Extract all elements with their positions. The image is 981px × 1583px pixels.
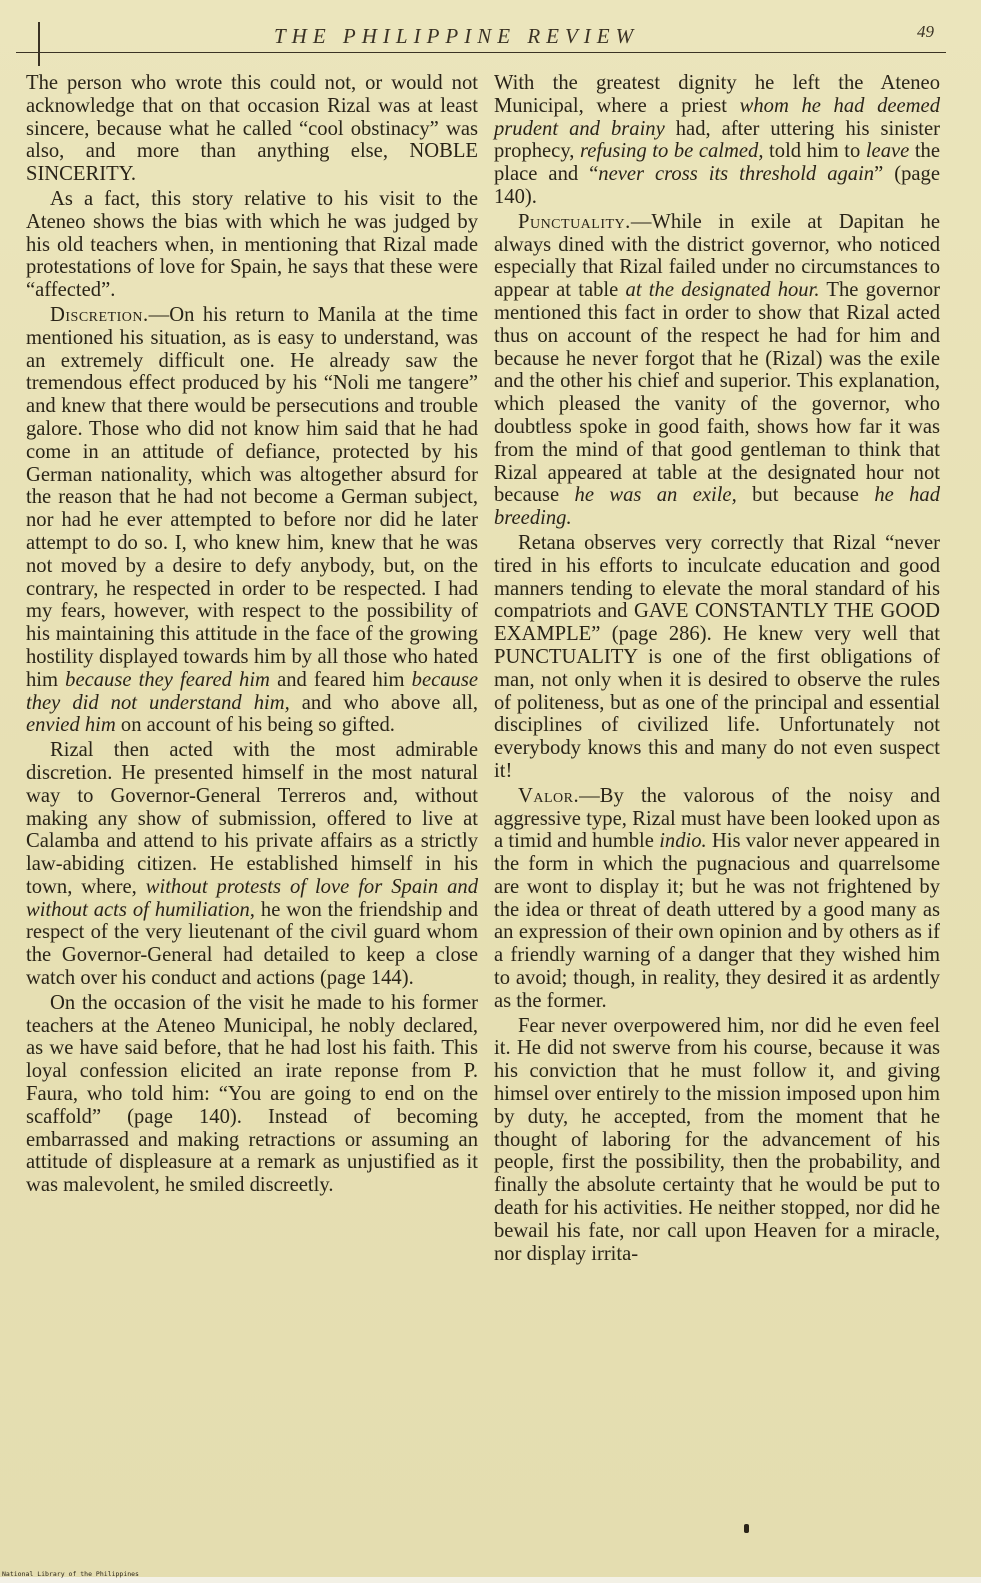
emphasis: never cross its threshold again: [598, 163, 875, 186]
paragraph: On the occasion of the visit he made to his former teachers at the Ateneo Municipal, he nobly declared, as we have said before, that he had lost his faith. This loyal confession elicited an irate reponse from P. Faura, who told him: “You are going to end on the scaffold” (page 140). Instead of becoming embarrassed and making retractions or assuming an attitude of displeasure at a remark as unjustified as it was malevolent, he smiled discreetly.: [26, 991, 478, 1197]
margin-rule: [38, 22, 40, 66]
text-run: —While in exile at Dapitan he always dined with the district governor, who noticed especially that Rizal failed under no circumstances to appear at table: [494, 210, 940, 302]
section-heading: Punctuality.: [518, 210, 631, 233]
emphasis: at the designated hour.: [625, 279, 820, 302]
page-number: 49: [917, 22, 934, 41]
text-run: ” (page 140).: [494, 163, 940, 208]
emphasis: because they did not understand him,: [26, 668, 478, 714]
emphasis: envied him: [26, 714, 116, 737]
emphasis: without protests of love for Spain and without acts of humiliation,: [26, 875, 478, 921]
text-run: the place and “: [494, 140, 940, 186]
emphasis: because they feared him: [65, 668, 270, 691]
emphasis: whom he had deemed prudent and brainy: [494, 94, 940, 140]
text-run: —By the valorous of the noisy and aggressive type, Rizal must have been looked upon as a timid and humble: [494, 784, 940, 853]
paragraph: The person who wrote this could not, or would not acknowledge that on that occasion Rizal was at least sincere, because what he called “cool obstinacy” was also, and more than anything else, NOBLE SINCERITY.: [26, 72, 478, 186]
text-run: he won the friendship and respect of the very lieutenant of the civil guard whom the Governor-General had detailed to keep a close watch over his conduct and actions (page 144).: [26, 898, 478, 990]
paragraph: Fear never overpowered him, nor did he even feel it. He did not swerve from his course, because it was his conviction that he must follow it, and giving himsel over entirely to the mission imposed upon him by duty, he accepted, from the moment that he thought of laboring for the advancement of his people, first the possibility, then the probability, and finally the absolute certainty that he would be put to death for his activities. He neither stopped, nor did he bewail his fate, nor call upon Heaven for a miracle, nor display irrita-: [494, 1014, 940, 1265]
paragraph-punctuality: [494, 211, 940, 530]
journal-title: THE PHILIPPINE REVIEW: [274, 24, 640, 48]
text-run: The governor mentioned this fact in order to show that Rizal acted thus on account of the respect he had for him and because he never forgot that he (Rizal) was the exile and the other his chief and superior. This explanation, which pleased the vanity of the governor, who doubtless spoke in good faith, shows how far it was from the mind of that good gentleman to think that Rizal appeared at table at the designated hour not because: [494, 279, 940, 507]
text-run: Rizal then acted with the most admirable discretion. He presented himself in the most natural way to Governor-General Terreros and, without making any show of submission, offered to live at Calamba and attend to his private affairs as a strictly law-abiding citizen. He established himself in his town, where,: [26, 739, 478, 898]
emphasis: leave: [865, 140, 910, 163]
section-heading: Valor.: [518, 784, 580, 807]
text-run: With the greatest dignity he left the Ateneo Municipal, where a priest: [494, 72, 940, 117]
emphasis: he was an exile,: [574, 484, 737, 507]
running-head: [16, 22, 946, 53]
paragraph: [26, 739, 478, 990]
text-run: on account of his being so gifted.: [115, 714, 395, 737]
ink-mark: [744, 1524, 749, 1533]
text-run: and feared him: [269, 668, 412, 691]
left-column: [26, 72, 478, 1197]
paragraph: As a fact, this story relative to his visit to the Ateneo shows the bias with which he was judged by his old teachers when, in mentioning that Rizal made protestations of love for Spain, he says that these were “affected”.: [26, 187, 478, 302]
bottom-strip: [0, 1577, 981, 1583]
paragraph: [494, 72, 940, 209]
right-column: [494, 72, 940, 1265]
text-run: and who above all,: [289, 691, 478, 714]
paragraph: Retana observes very correctly that Rizal “never tired in his efforts to inculcate education and good manners tending to elevate the moral standard of his compatriots and GAVE CONSTANTLY THE GOOD EXAMPLE” (page 286). He knew very well that PUNCTUALITY is one of the first obligations of man, not only when it is desired to observe the rules of politeness, but as one of the principal and essential disciplines of civilized life. Unfortunately not everybody knows this and many do not even suspect it!: [494, 531, 940, 782]
text-run: told him to: [763, 140, 866, 163]
emphasis: refusing to be calmed,: [580, 140, 764, 163]
emphasis: he had breeding.: [494, 484, 941, 530]
text-run: but because: [736, 484, 875, 507]
text-run: had, after uttering his sinister prophecy,: [494, 117, 940, 163]
text-run: —On his return to Manila at the time mentioned his situation, as is easy to understand, was an extremely difficult one. He already saw the tremendous effect produced by his “Noli me tangere” and knew that there would be persecutions and trouble galore. Those who did not know him said that he had come in an attitude of defiance, protected by his German nationality, which was altogether absurd for the reason that he had not become a German subject, nor had he ever attempted to before nor did he later attempt to do so. I, who knew him, knew that he was not moved by a desire to defy anybody, but, on the contrary, he respected in order to be respected. I had my fears, however, with respect to the possibility of his maintaining this attitude in the face of the growing hostility displayed towards him by all those who hated him: [26, 303, 478, 691]
section-heading: Discretion.: [50, 303, 149, 326]
text-run: His valor never appeared in the form in which the pugnacious and quarrelsome are wont to display it; but he was not frightened by the idea or threat of death uttered by a good many as an expression of their own opinion and by others as if a friendly warning of a danger that they wished him to avoid; though, in reality, they desired it as ardently as the former.: [494, 830, 940, 1012]
emphasis: indio.: [659, 830, 707, 853]
paragraph-discretion: [26, 304, 478, 737]
scan-credit: National Library of the Philippines: [2, 1570, 139, 1578]
paragraph-valor: [494, 785, 940, 1013]
